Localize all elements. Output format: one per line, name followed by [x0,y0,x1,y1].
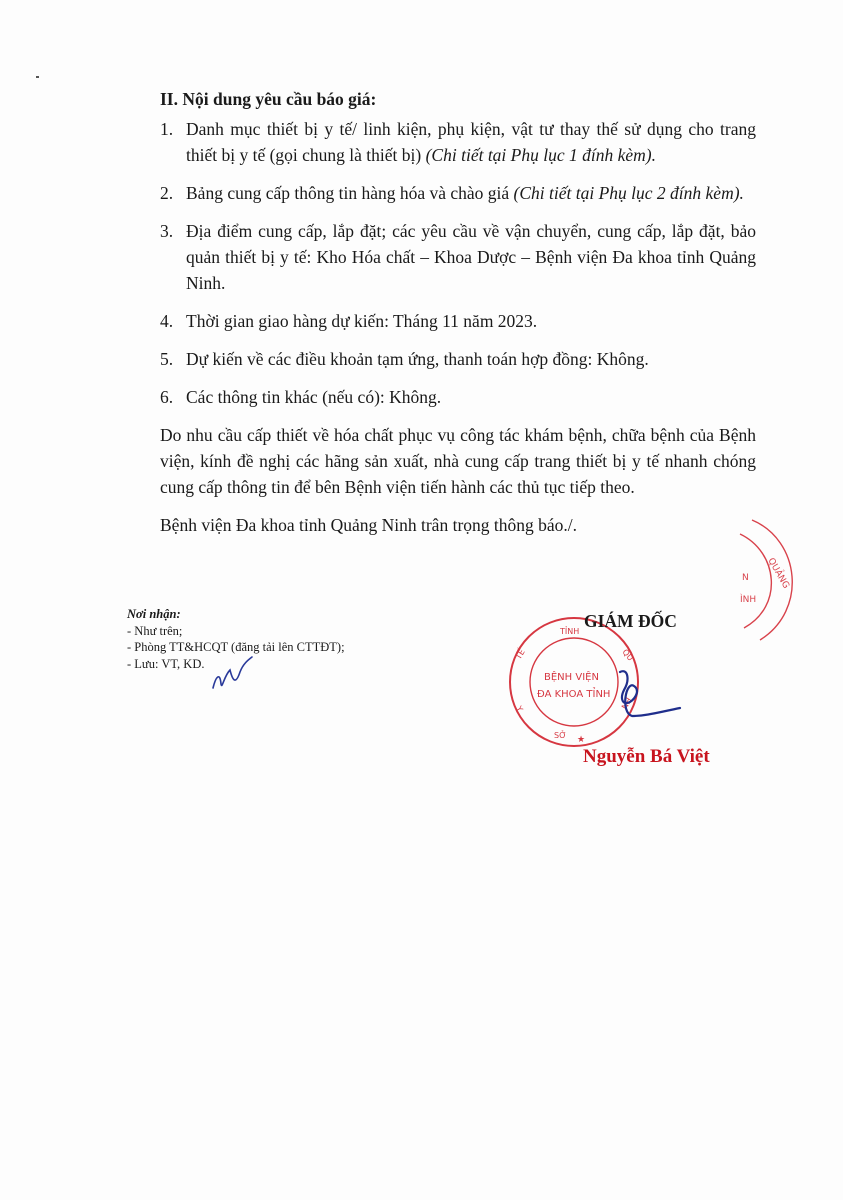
list-italic-note: (Chi tiết tại Phụ lục 1 đính kèm). [425,145,656,165]
list-italic-note: (Chi tiết tại Phụ lục 2 đính kèm). [513,183,744,203]
list-item-5 [160,346,756,372]
list-item-2 [160,180,756,206]
list-text: Thời gian giao hàng dự kiến: Tháng 11 năm 2023. [186,311,538,331]
recipients-block [127,606,345,672]
svg-text:SỞ: SỞ [554,731,567,740]
list-item-3 [160,218,756,296]
closing-line: Bệnh viện Đa khoa tỉnh Quảng Ninh trân trọng thông báo./. [160,515,578,535]
list-text: Dự kiến về các điều khoản tạm ứng, thanh toán hợp đồng: Không. [186,349,649,369]
list-text: Bảng cung cấp thông tin hàng hóa và chào giá (Chi tiết tại Phụ lục 2 đính kèm). [186,183,744,203]
list-number: 2. [160,183,174,203]
hospital-stamp-icon [510,618,638,746]
list-text: Danh mục thiết bị y tế/ linh kiện, phụ kiện, vật tư thay thế sử dụng cho trang thiết bị y tế (gọi chung là thiết bị) (Chi tiết tại Phụ lục 1 đính kèm). [186,119,756,165]
main-content [160,86,756,538]
list-number: 3. [160,221,174,241]
list-number: 4. [160,311,174,331]
list-text: Địa điểm cung cấp, lắp đặt; các yêu cầu về vận chuyển, cung cấp, lắp đặt, bảo quản thiết bị y tế: Kho Hóa chất – Khoa Dược – Bệnh viện Đa khoa tỉnh Quảng Ninh. [186,221,756,293]
svg-text:BỆNH VIỆN: BỆNH VIỆN [544,672,599,683]
svg-text:★: ★ [577,735,586,745]
edge-seal-icon [740,520,793,640]
list-item-1 [160,116,756,168]
recipient-line: - Phòng TT&HCQT (đăng tải lên CTTĐT); [127,640,345,654]
svg-text:TẾ: TẾ [513,647,527,661]
list-item-6 [160,384,756,410]
director-title: GIÁM ĐỐC [584,611,677,631]
svg-text:TỈNH: TỈNH [560,627,580,636]
body-paragraph: Do nhu cầu cấp thiết về hóa chất phục vụ công tác khám bệnh, chữa bệnh của Bệnh viện, kính đề nghị các hãng sản xuất, nhà cung cấp trang thiết bị y tế nhanh chóng cung cấp thông tin để bên Bệnh viện tiến hành các thủ tục tiếp theo. [160,425,756,497]
list-number: 1. [160,119,174,139]
list-text: Các thông tin khác (nếu có): Không. [186,387,442,407]
director-name: Nguyễn Bá Việt [583,746,710,767]
svg-text:N: N [742,573,749,583]
svg-text:ĐA KHOA TỈNH: ĐA KHOA TỈNH [537,689,611,700]
list-item-4 [160,308,756,334]
recipient-line: - Lưu: VT, KD. [127,656,205,671]
svg-text:Y: Y [514,704,525,714]
recipients-title: Nơi nhận: [127,607,181,621]
recipient-line: - Như trên; [127,623,183,638]
section-heading: II. Nội dung yêu cầu báo giá: [160,89,377,109]
scan-speck [36,76,39,78]
list-number: 6. [160,387,174,407]
signature-icon [620,671,680,716]
svg-text:QU: QU [620,647,636,663]
list-number: 5. [160,349,174,369]
svg-text:NH: NH [619,696,634,711]
svg-text:QUẢNG: QUẢNG [765,556,791,591]
svg-text:ÌNH: ÌNH [740,595,757,605]
